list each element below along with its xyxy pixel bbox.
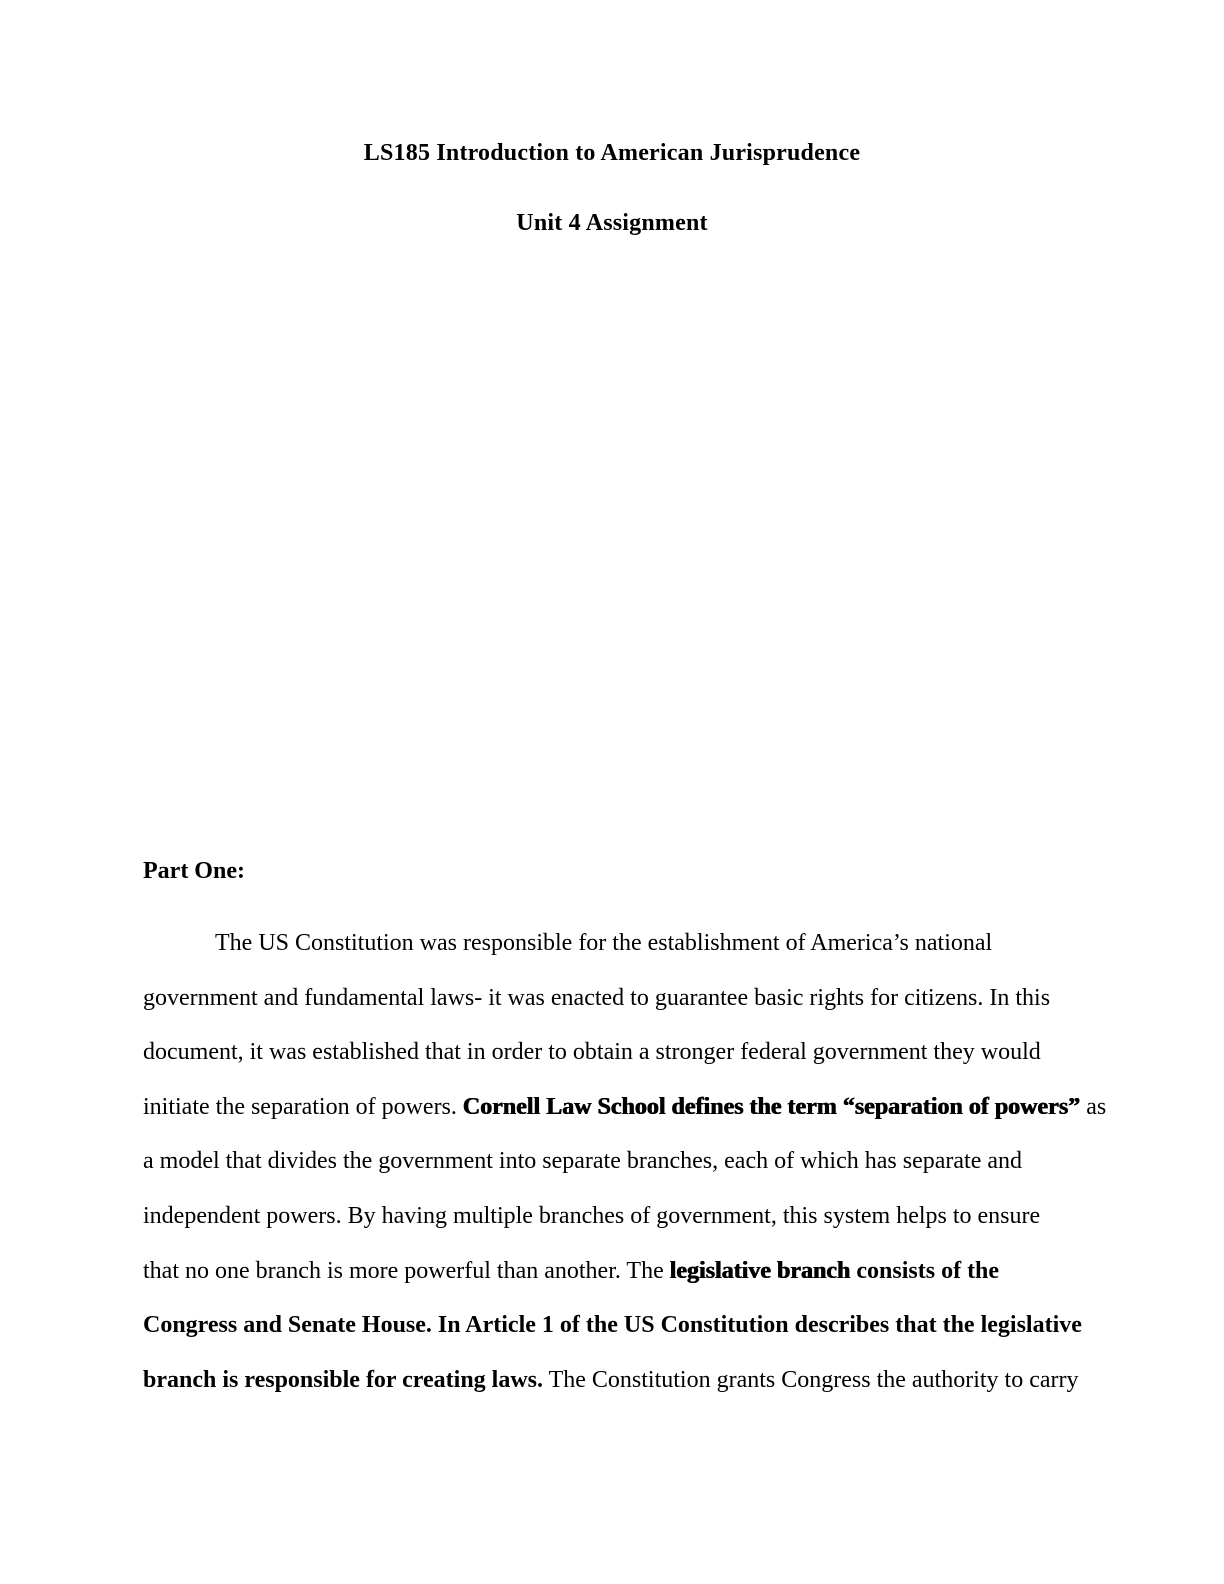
paragraph-line (143, 1244, 1081, 1299)
document-subtitle: Unit 4 Assignment (516, 210, 708, 236)
text-run: independent powers. By having multiple branches of government, this system helps to ensure (143, 1202, 1041, 1229)
text-run: The US Constitution was responsible for the establishment of America’s national (215, 930, 993, 956)
paragraph-line (143, 1353, 1081, 1408)
text-run: legislative branch (669, 1257, 851, 1284)
paragraph-line (143, 1080, 1107, 1135)
section-heading: Part One: (143, 858, 245, 884)
text-run: a model that divides the government into separate branches, each of which has separate and (143, 1148, 1022, 1175)
text-run: consists of the (850, 1257, 1000, 1284)
document-title: LS185 Introduction to American Jurisprudence (363, 140, 861, 166)
text-run: The Constitution grants Congress the authority to carry (543, 1366, 1079, 1393)
text-run: government and fundamental laws- it was enacted to guarantee basic rights for citizens. In this (143, 984, 1051, 1011)
body-paragraph (143, 916, 1107, 1407)
text-run: as (1080, 1093, 1107, 1120)
text-run: Congress and Senate House. In Article 1 of the US Constitution describes that the legislative (143, 1312, 1082, 1339)
paragraph-line (143, 1134, 1081, 1189)
text-run: initiate the separation of powers. (143, 1093, 463, 1120)
paragraph-line (143, 971, 1081, 1026)
text-run: document, it was established that in order to obtain a stronger federal government they would (143, 1039, 1041, 1066)
text-run: branch is responsible for creating laws. (143, 1366, 544, 1393)
text-run: Cornell Law School defines the term “separation of powers” (462, 1093, 1081, 1120)
text-run: that no one branch is more powerful than another. The (143, 1257, 670, 1284)
paragraph-line (143, 1189, 1081, 1244)
paragraph-line (143, 1025, 1081, 1080)
paragraph-line (143, 916, 1081, 971)
paragraph-line (143, 1298, 1081, 1353)
